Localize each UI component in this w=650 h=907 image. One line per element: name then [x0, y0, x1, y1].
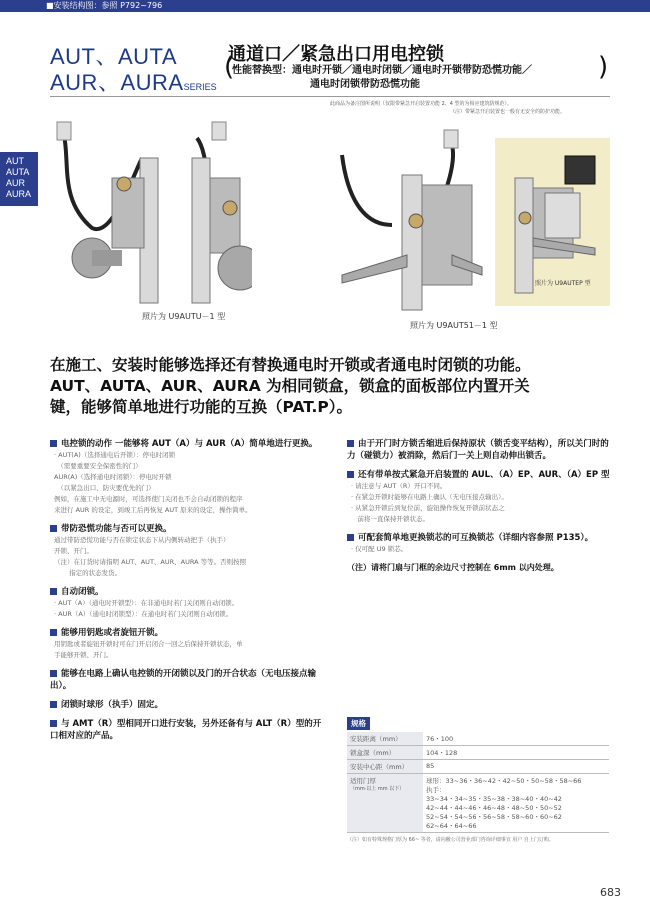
feature-body-line: 指定的状态发货。 [54, 569, 122, 577]
feature-item [50, 438, 322, 516]
feature-body-line: （以紧急出口、防灾要优先的门） [54, 484, 155, 492]
side-tab-item: AURA [6, 189, 32, 199]
spec-handle-row: 52~54・54~56・56~58・58~60・60~62 [426, 813, 562, 821]
series-label: SERIES [183, 82, 217, 92]
side-tab-item: AUR [6, 178, 26, 188]
caption-photo2: 照片为 U9AUT51－1 型 [410, 321, 498, 330]
specs-grid [347, 732, 609, 833]
spec-value: 104・128 [423, 746, 609, 760]
feature-item [50, 699, 322, 711]
header-note2: （注）带紧急开启装置也一般有无安全的防护功能。 [450, 109, 566, 115]
feature-body-line: · 请注意与 AUT（R）开口不同。 [351, 482, 447, 490]
model-line2: AUR、AURA [50, 70, 184, 95]
spec-key-door [347, 774, 423, 833]
feature-title: 与 AMT（R）型相同开口进行安装，另外还备有与 ALT（R）型的开口相对应的产品。 [50, 719, 322, 741]
page-number: 683 [600, 886, 621, 899]
feature-title: 电控锁的动作 一能够将 AUT（A）与 AUR（A）简单地进行更换。 [50, 438, 322, 450]
page-title: 通道口／紧急出口用电控锁 [228, 44, 444, 65]
spec-handle-row: 62~64・64~66 [426, 822, 477, 830]
specs-table [347, 717, 609, 843]
feature-body [50, 535, 322, 579]
spec-value-door [423, 774, 609, 833]
lock-knob-illustration [52, 118, 252, 308]
headline-line2: AUT、AUTA、AUR、AURA 为相同锁盒，锁盒的面板部位内置开关 [50, 377, 530, 395]
feature-body-line: 前将一直保持开锁状态。 [351, 515, 429, 523]
photo-knob-lock [52, 118, 252, 308]
specs-header: 规格 [347, 717, 370, 730]
spec-key: 安装距离（mm） [347, 732, 423, 746]
spec-value: 球形：33~36・36~42・42~50・50~58・58~66 [426, 777, 582, 785]
spec-handle-row: 42~44・44~46・46~48・48~50・50~52 [426, 804, 562, 812]
feature-body [347, 481, 612, 525]
feature-title: 闭锁时球形（执手）固定。 [50, 699, 322, 711]
subtitle-line2: 通电时闭锁带防恐慌功能 [310, 79, 420, 90]
feature-body [50, 450, 322, 516]
feature-body-line: · 在紧急开锁时能够在电路上确认（无电压接点输出）。 [351, 493, 508, 501]
paren-left: ( [224, 52, 235, 82]
spec-handle-label: 执手： [426, 786, 446, 794]
side-tab-item: AUTA [6, 167, 30, 177]
door-gap-note: （注）请将门扇与门框的余边尺寸控制在 6mm 以内处理。 [347, 563, 559, 572]
table-row [347, 746, 609, 760]
header-note1: 此商品为备注图所说明（仅限带紧急开启装置功能 2、4 型的为相应建筑防规范）。 [330, 101, 513, 107]
feature-body-line: 来进行 AUR 的设定，到竣工后再恢复 AUT 原来的设定，操作简单。 [54, 506, 252, 514]
specs-footnote: （注）如有特殊规格门厚为 66~ 等者，请向敝公司营业部门咨询详细事宜 用户 自上门订购。 [347, 837, 554, 843]
headline-line1: 在施工、安装时能够选择还有替换通电时开锁或者通电时闭锁的功能。 [50, 356, 531, 374]
feature-title: 能够在电路上确认电控锁的开闭锁以及门的开合状态（无电压接点输出）。 [50, 668, 322, 692]
feature-item [347, 469, 612, 525]
top-bar-text: ■安装结构图：参照 P792~796 [46, 1, 163, 10]
spec-key: 锁盒深（mm） [347, 746, 423, 760]
feature-body-line: 通过带防恐慌功能与否在锁定状态下从内侧转动把手（执手） [54, 536, 230, 544]
photo-ep-lock [495, 138, 610, 306]
feature-title: 可配套简单地更换锁芯的可互换锁芯（详细内容参照 P135）。 [347, 532, 612, 544]
spec-key: 适用门厚 [350, 777, 376, 785]
lock-lever-illustration [332, 125, 492, 315]
side-tab [0, 152, 38, 206]
right-column [347, 438, 612, 574]
feature-body-line: 用钥匙或者旋钮开锁时可在门开启闭合一回之后保持开锁状态，单 [54, 640, 243, 648]
feature-item [347, 438, 612, 462]
feature-body-line: · AUR（A）（通电时闭锁型）：在通电时若门关闭则自动闭锁。 [54, 610, 233, 618]
feature-item [347, 532, 612, 555]
feature-item [50, 627, 322, 661]
paren-right: ) [598, 52, 609, 82]
title-divider [50, 96, 610, 97]
spec-value: 76・100 [423, 732, 609, 746]
feature-body [50, 639, 322, 661]
feature-item [50, 668, 322, 692]
feature-body-line: 手能够开锁、开门。 [54, 651, 113, 659]
feature-body-line: 开锁、开门。 [54, 547, 93, 555]
spec-handle-row: 33~34・34~35・35~38・38~40・40~42 [426, 795, 562, 803]
feature-title: 自动闭锁。 [50, 586, 322, 598]
feature-item [50, 718, 322, 742]
table-row [347, 732, 609, 746]
spec-key-note: （mm·以上 mm 以下） [350, 786, 405, 792]
feature-title: 由于开门时方锁舌缩进后保持原状（锁舌变平结构），所以关门时的力（碰锁力）被消除，然后门一关上则自动伸出锁舌。 [347, 438, 612, 462]
feature-item [50, 586, 322, 620]
table-row [347, 760, 609, 774]
feature-body [50, 598, 322, 620]
left-column [50, 438, 322, 749]
feature-body-line: 例如，在施工中无电源时，可选择使门关闭也不会自动闭锁的程序 [54, 495, 243, 503]
feature-body-line: （需要重要安全保密性的门） [54, 462, 142, 470]
subtitle-line1: 性能替换型：通电时开锁／通电时闭锁／通电时开锁带防恐慌功能／ [232, 65, 532, 76]
model-line1: AUT、AUTA [50, 44, 178, 69]
headline [50, 355, 620, 418]
model-title [50, 44, 217, 100]
headline-line3: 键，能够简单地进行功能的互换（PAT.P）。 [50, 398, 352, 416]
feature-body [347, 544, 612, 555]
caption-photo3: 照片为 U9AUTEP 型 [535, 280, 591, 287]
feature-body-line: · 仅可配 U9 锁芯。 [351, 545, 408, 553]
feature-body-line: · 从紧急开锁后到复位前，旋钮操作恢复开锁前状态之 [351, 504, 505, 512]
spec-key: 安装中心距（mm） [347, 760, 423, 774]
table-row [347, 774, 609, 833]
feature-body-line: · AUT(A)（选择通电后开锁）：停电时闭锁 [54, 451, 176, 459]
side-tab-item: AUT [6, 156, 24, 166]
feature-item [50, 523, 322, 579]
header-notes [330, 100, 565, 116]
feature-body-line: AUR(A)（选择通电时闭锁）：停电时开锁 [54, 473, 172, 481]
feature-title: 能够用钥匙或者旋钮开锁。 [50, 627, 322, 639]
spec-value: 85 [423, 760, 609, 774]
feature-title: 带防恐慌功能与否可以更换。 [50, 523, 322, 535]
feature-body-line: · AUT（A）（通电时开锁型）：在非通电时若门关闭则自动闭锁。 [54, 599, 239, 607]
top-bar [0, 0, 650, 12]
caption-photo1: 照片为 U9AUTU－1 型 [142, 312, 226, 321]
feature-body-line: （注）在订货时请指明 AUT、AUT、AUR、AURA 等等。否则按照 [54, 558, 247, 566]
photo-lever-lock [332, 125, 492, 315]
feature-title: 还有带单按式紧急开启装置的 AUL、（A）EP、AUR、（A）EP 型 [347, 469, 612, 481]
